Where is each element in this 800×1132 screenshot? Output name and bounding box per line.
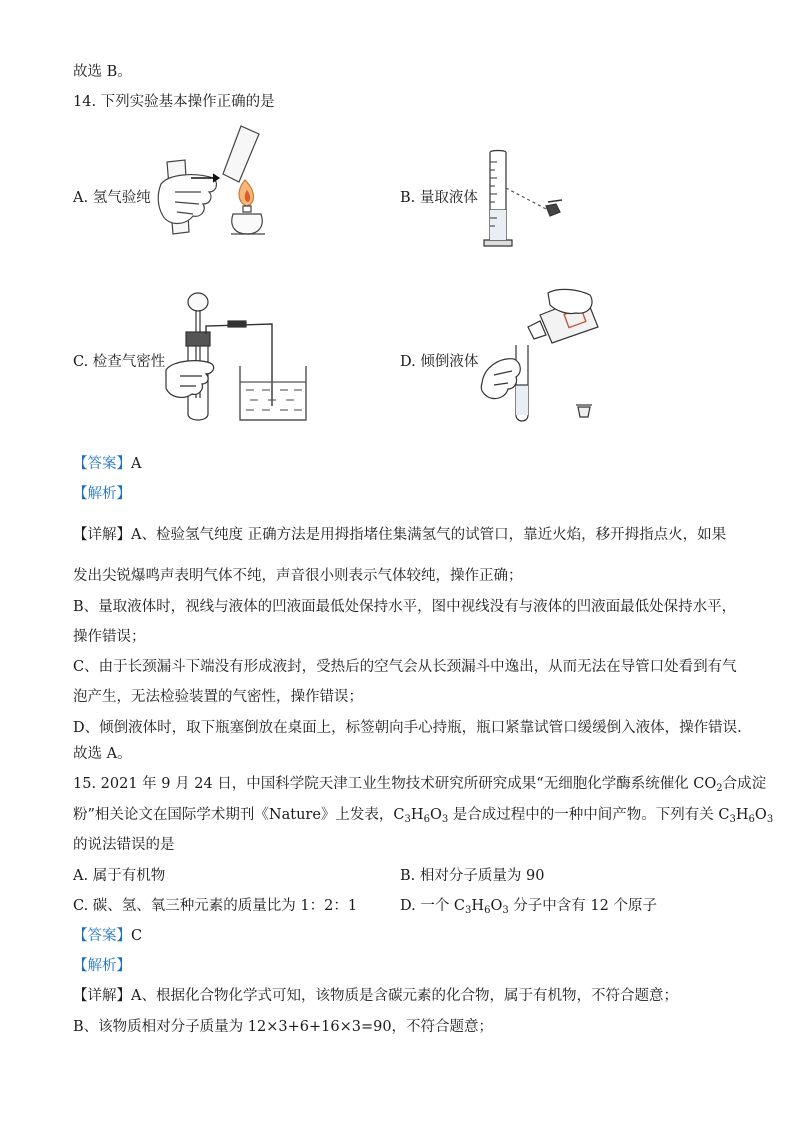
detail-tag: 【详解】 bbox=[73, 988, 131, 1004]
q14-detail-line-2: 发出尖锐爆鸣声表明气体不纯，声音很小则表示气体较纯，操作正确； bbox=[73, 568, 523, 584]
answer-tag: 【答案】 bbox=[73, 456, 131, 472]
prev-answer-end: 故选 B。 bbox=[73, 64, 132, 80]
figure-a-hydrogen-test bbox=[155, 122, 270, 240]
q14-option-d-label: D. 倾倒液体 bbox=[400, 354, 479, 370]
q14-analysis-tag: 【解析】 bbox=[73, 486, 131, 502]
figure-d-pouring-liquid bbox=[478, 285, 618, 425]
detail-tag: 【详解】 bbox=[73, 527, 131, 543]
q14-answer-value: A bbox=[131, 456, 142, 472]
q15-stem-line-2: 粉”相关论文在国际学术期刊《Nature》上发表，$C_3H_6O_3$ 是合成过程中的一种中间产物。下列有关 $C_3H_6O_3$ bbox=[73, 807, 774, 825]
q14-stem: 14. 下列实验基本操作正确的是 bbox=[73, 94, 275, 110]
q14-detail-line-7: D、倾倒液体时，取下瓶塞倒放在桌面上，标签朝向手心持瓶，瓶口紧靠试管口缓缓倒入液体，操作错误. bbox=[73, 720, 742, 736]
q15-detail-line-1 bbox=[73, 986, 678, 1006]
figure-b-graduated-cylinder bbox=[470, 148, 570, 248]
q14-detail-line-3: B、量取液体时，视线与液体的凹液面最低处保持水平，图中视线没有与液体的凹液面最低处保持水平， bbox=[73, 599, 737, 615]
q15-option-a: A. 属于有机物 bbox=[73, 868, 166, 884]
q14-detail-line-5: C、由于长颈漏斗下端没有形成液封，受热后的空气会从长颈漏斗中逸出，从而无法在导管口处看到有气 bbox=[73, 659, 737, 675]
q15-detail-line-2: B、该物质相对分子质量为 12×3+6+16×3=90，不符合题意； bbox=[73, 1019, 494, 1035]
q14-answer-line bbox=[73, 454, 141, 474]
q15-stem-line-3: 的说法错误的是 bbox=[73, 837, 175, 853]
figure-c-airtightness-check bbox=[162, 288, 312, 423]
q15-option-b: B. 相对分子质量为 90 bbox=[400, 868, 545, 884]
q15-stem-line-1: 15. 2021 年 9 月 24 日，中国科学院天津工业生物技术研究所研究成果“无细胞化学酶系统催化 $CO_2$合成淀 bbox=[73, 776, 767, 794]
q14-option-a-label: A. 氢气验纯 bbox=[73, 190, 151, 206]
q14-option-c-label: C. 检查气密性 bbox=[73, 354, 166, 370]
answer-tag: 【答案】 bbox=[73, 928, 131, 944]
q14-detail-line-6: 泡产生，无法检验装置的气密性，操作错误； bbox=[73, 689, 363, 705]
q15-option-c: C. 碳、氢、氧三种元素的质量比为 1：2：1 bbox=[73, 898, 358, 914]
q15-answer-value: C bbox=[131, 928, 143, 944]
q14-conclusion: 故选 A。 bbox=[73, 746, 132, 762]
q15-analysis-tag: 【解析】 bbox=[73, 958, 131, 974]
detail-text: A、检验氢气纯度 正确方法是用拇指堵住集满氢气的试管口，靠近火焰，移开拇指点火，如果 bbox=[131, 527, 727, 543]
q15-answer-line bbox=[73, 926, 142, 946]
q15-option-d: D. 一个 $C_3H_6O_3$ 分子中含有 12 个原子 bbox=[400, 898, 657, 916]
detail-text: A、根据化合物化学式可知，该物质是含碳元素的化合物，属于有机物，不符合题意； bbox=[131, 988, 678, 1004]
q14-option-b-label: B. 量取液体 bbox=[400, 190, 478, 206]
q14-detail-line-4: 操作错误； bbox=[73, 629, 146, 645]
q14-detail-line-1 bbox=[73, 525, 726, 545]
